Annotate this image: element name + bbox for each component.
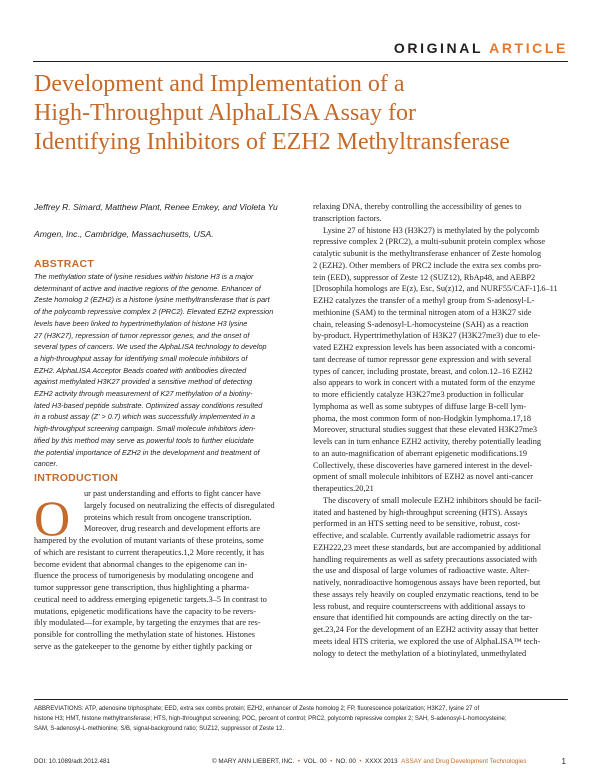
title-line: Identifying Inhibitors of EZH2 Methyltransferase (34, 129, 510, 155)
body-line: methionine (SAM) to the terminal nitrogen atom of a H3K27 side (313, 307, 532, 317)
abstract-line: a high-throughput assay for identifying small molecule inhibitors of (34, 353, 248, 363)
body-line: ensure that identified hit compounds are acting directly on the tar- (313, 613, 533, 623)
body-line: types of cancer, including prostate, breast, and colon.12–16 EZH2 (313, 366, 533, 376)
body-line: tein (EED), suppressor of Zeste 12 (SUZ12), RbAp48, and AEBP2 (313, 272, 536, 282)
affiliation: Amgen, Inc., Cambridge, Massachusetts, USA. (34, 229, 214, 239)
body-line: EZH222,23 meet these standards, but are accompanied by additional (313, 542, 542, 552)
body-line: handling requirements as well as safety precautions associated with (313, 554, 537, 564)
intro-line: tumor suppressor gene transcription, thus highlighting a pharma- (34, 583, 250, 592)
abstract-line: EZH2 activity through measurement of K27 methylation of a biotiny- (34, 389, 253, 399)
intro-line: Moreover, drug research and development efforts are (84, 524, 261, 534)
drop-cap: O (34, 490, 71, 546)
abstract-text (34, 271, 289, 470)
body-line: meets ideal HTS criteria, we explored the use of AlphaLISA™ tech- (313, 636, 541, 646)
body-line: opment of small molecule inhibitors of EZH2 as novel anti-cancer (313, 472, 534, 482)
abstract-heading: ABSTRACT (34, 258, 95, 270)
intro-line: ponsible for controlling the methylation state of histones. Histones (34, 630, 255, 639)
body-line: tant decrease of tumor repressor gene expression and with several (313, 354, 532, 364)
abstract-line: several types of cancers. We used the AlphaLISA technology to develop (34, 342, 267, 352)
intro-line: of which are resistant to current therapeutics.1,2 More recently, it has (34, 547, 265, 557)
abstract-line: lated H3-based peptide substrate. Optimized assay conditions resulted (34, 400, 263, 410)
intro-line: largely focused on neutralizing the effects of disregulated (84, 500, 275, 510)
separator-dot: • (297, 758, 301, 765)
body-line: lymphoma as well as some subtypes of diffuse large B-cell lym- (313, 401, 527, 411)
abstract-line: EZH2. AlphaLISA Acceptor Beads coated with antibodies directed (34, 365, 247, 375)
intro-line: ur past understanding and efforts to fight cancer have (84, 489, 261, 498)
article-type-word-original: ORIGINAL (393, 40, 484, 56)
publisher: © MARY ANN LIEBERT, INC. (212, 758, 295, 765)
body-line: [Drosophila homologs are E(z), Esc, Su(z)12, and NURF55/CAF-1].6–11 (313, 284, 558, 294)
body-line: Moreover, structural studies suggest that these elevated H3K27me3 (313, 425, 538, 435)
abbreviations-block (34, 704, 570, 735)
abbreviations-line: histone H3; HMT, histone methyltransferase; HTS, high-throughput screening; POC, percent of control; PRC2, polycomb repressive complex 2; SAH, S-adenosyl-L-homocysteine; (34, 716, 507, 723)
body-line: 2 (EZH2). Other members of PRC2 include the extra sex combs pro- (313, 260, 542, 270)
journal-name: ASSAY and Drug Development Technologies (401, 758, 527, 765)
abstract-line: The methylation state of lysine residues within histone H3 is a major (34, 272, 254, 281)
body-line: performed in an HTS setting need to be sensitive, robust, cost- (313, 519, 521, 529)
abstract-line: high-throughput screening campaign. Small molecule inhibitors iden- (34, 424, 256, 434)
separator-dot: • (359, 758, 362, 765)
abstract-line: 27 (H3K27), repression of tumor repressor genes, and the onset of (34, 330, 250, 340)
publication-info (212, 758, 526, 765)
introduction-heading: INTRODUCTION (34, 472, 119, 484)
abstract-line: the potential importance of EZH2 in the development and treatment of (34, 447, 260, 457)
article-title (34, 70, 574, 157)
author-list: Jeffrey R. Simard, Matthew Plant, Renee Emkey, and Violeta Yu (34, 202, 278, 212)
body-line: EZH2 catalyzes the transfer of a methyl group from S-adenosyl-L- (313, 296, 535, 305)
intro-line: mutations, epigenetic modifications have the capacity to be revers- (34, 606, 256, 616)
body-line: The discovery of small molecule EZH2 inhibitors should be facil- (323, 495, 542, 505)
article-type-header (394, 40, 568, 56)
intro-line: serve as the gatekeeper to the genome by either tightly packing or (34, 641, 253, 651)
abstract-line: against methylated H3K27 provided a sensitive method of detecting (34, 377, 253, 387)
right-column-text (313, 201, 568, 659)
abbreviations-line: ABBREVIATIONS: ATP, adenosine triphosphate; EED, extra sex combs protein; EZH2, enhancer of Zeste homolog 2; FP, fluorescence polarization; H3K27, lysine 27 of (34, 706, 480, 712)
issue-date: XXXX 2013 (365, 758, 398, 765)
body-line: catalytic subunit is the methyltransferase enhancer of Zeste homolog (313, 249, 542, 258)
title-line: Development and Implementation of a (34, 71, 405, 97)
abstract-line: of the polycomb repressive complex 2 (PRC2). Elevated EZH2 expression (34, 307, 274, 317)
intro-line: fluence the process of tumorigenesis by modulating oncogene and (34, 571, 254, 581)
body-line: to an auto-magnification of aberrant epigenetic modifications.19 (313, 448, 528, 458)
body-line: phoma, the most common form of non-Hodgkin lymphoma.17,18 (313, 413, 531, 423)
separator-dot: • (330, 758, 333, 765)
abbreviations-rule (34, 699, 568, 700)
header-rule (33, 61, 568, 62)
introduction-text (34, 488, 289, 653)
abstract-line: tified by this method may serve as powerful tools to further elucidate (34, 435, 254, 445)
intro-line: proteins which result from oncogene transcription. (84, 512, 252, 522)
body-line: relaxing DNA, thereby controlling the accessibility of genes to (313, 202, 522, 211)
intro-line: hampered by the evolution of mutant variants of these proteins, some (34, 536, 264, 545)
abstract-line: determinant of active and inactive regions of the genome. Enhancer of (34, 283, 261, 293)
body-line: therapeutics.20,21 (313, 484, 374, 493)
abstract-line: in a robust assay (Z' > 0.7) which was successfully implemented in a (34, 412, 256, 422)
intro-line: become evident that abnormal changes to the epigenome can in- (34, 559, 248, 569)
body-line: vated EZH2 expression levels has been associated with a concomi- (313, 343, 536, 352)
doi: DOI: 10.1089/adt.2012.481 (34, 758, 110, 765)
article-type-word-article: ARTICLE (489, 40, 568, 56)
body-line: also appears to work in concert with a mutated form of the enzyme (313, 378, 536, 388)
page-number: 1 (561, 757, 566, 766)
abbreviations-line: SAM, S-adenosyl-L-methionine; S/B, signal-background ratio; SUZ12, suppressor of Zeste 12. (34, 726, 285, 733)
body-line: get.23,24 For the development of an EZH2 activity assay that better (313, 625, 539, 634)
body-line: less robust, and require counterscreens with additional assays to (313, 601, 526, 611)
body-line: effective, and scalable. Currently available radiometric assays for (313, 531, 531, 540)
body-line: these assays rely heavily on coupled enzymatic reactions, tend to be (313, 589, 539, 599)
body-line: nology to detect the methylation of a biotinylated, unmethylated (313, 648, 527, 658)
body-line: transcription factors. (313, 213, 382, 223)
abstract-line: cancer. (34, 459, 58, 469)
abstract-line: Zeste homolog 2 (EZH2) is a histone lysine methyltransferase that is part (34, 295, 270, 305)
body-line: Collectively, these discoveries have garnered interest in the devel- (313, 460, 533, 470)
issue: NO. 00 (335, 758, 356, 765)
abstract-line: levels have been linked to hypertrimethylation of histone H3 lysine (34, 318, 248, 328)
intro-line: ibly modulated—for example, by targeting the enzymes that are res- (34, 618, 261, 628)
volume: VOL. 00 (303, 758, 327, 765)
body-line: levels can in turn enhance EZH2 activity, thereby potentially leading (313, 437, 542, 446)
body-line: natively, nonradioactive homogenous assays have been reported, but (313, 578, 541, 587)
body-line: repressive complex 2 (PRC2), a multi-subunit protein complex whose (313, 237, 546, 247)
body-line: to more efficiently catalyze H3K27me3 production in follicular (313, 390, 524, 399)
body-line: chain, releasing S-adenosyl-L-homocysteine (SAH) as a reaction (313, 319, 529, 329)
body-line: Lysine 27 of histone H3 (H3K27) is methylated by the polycomb (323, 225, 540, 235)
body-line: by-product. Hypertrimethylation of H3K27 (H3K27me3) due to ele- (313, 331, 541, 341)
body-line: the use and disposal of large volumes of radioactive waste. Alter- (313, 566, 530, 576)
intro-line: ceutical need to address emerging epigenetic targets.3–5 In contrast to (34, 594, 267, 604)
body-line: itated and hastened by high-throughput screening (HTS). Assays (313, 507, 528, 517)
title-line: High-Throughput AlphaLISA Assay for (34, 100, 416, 126)
